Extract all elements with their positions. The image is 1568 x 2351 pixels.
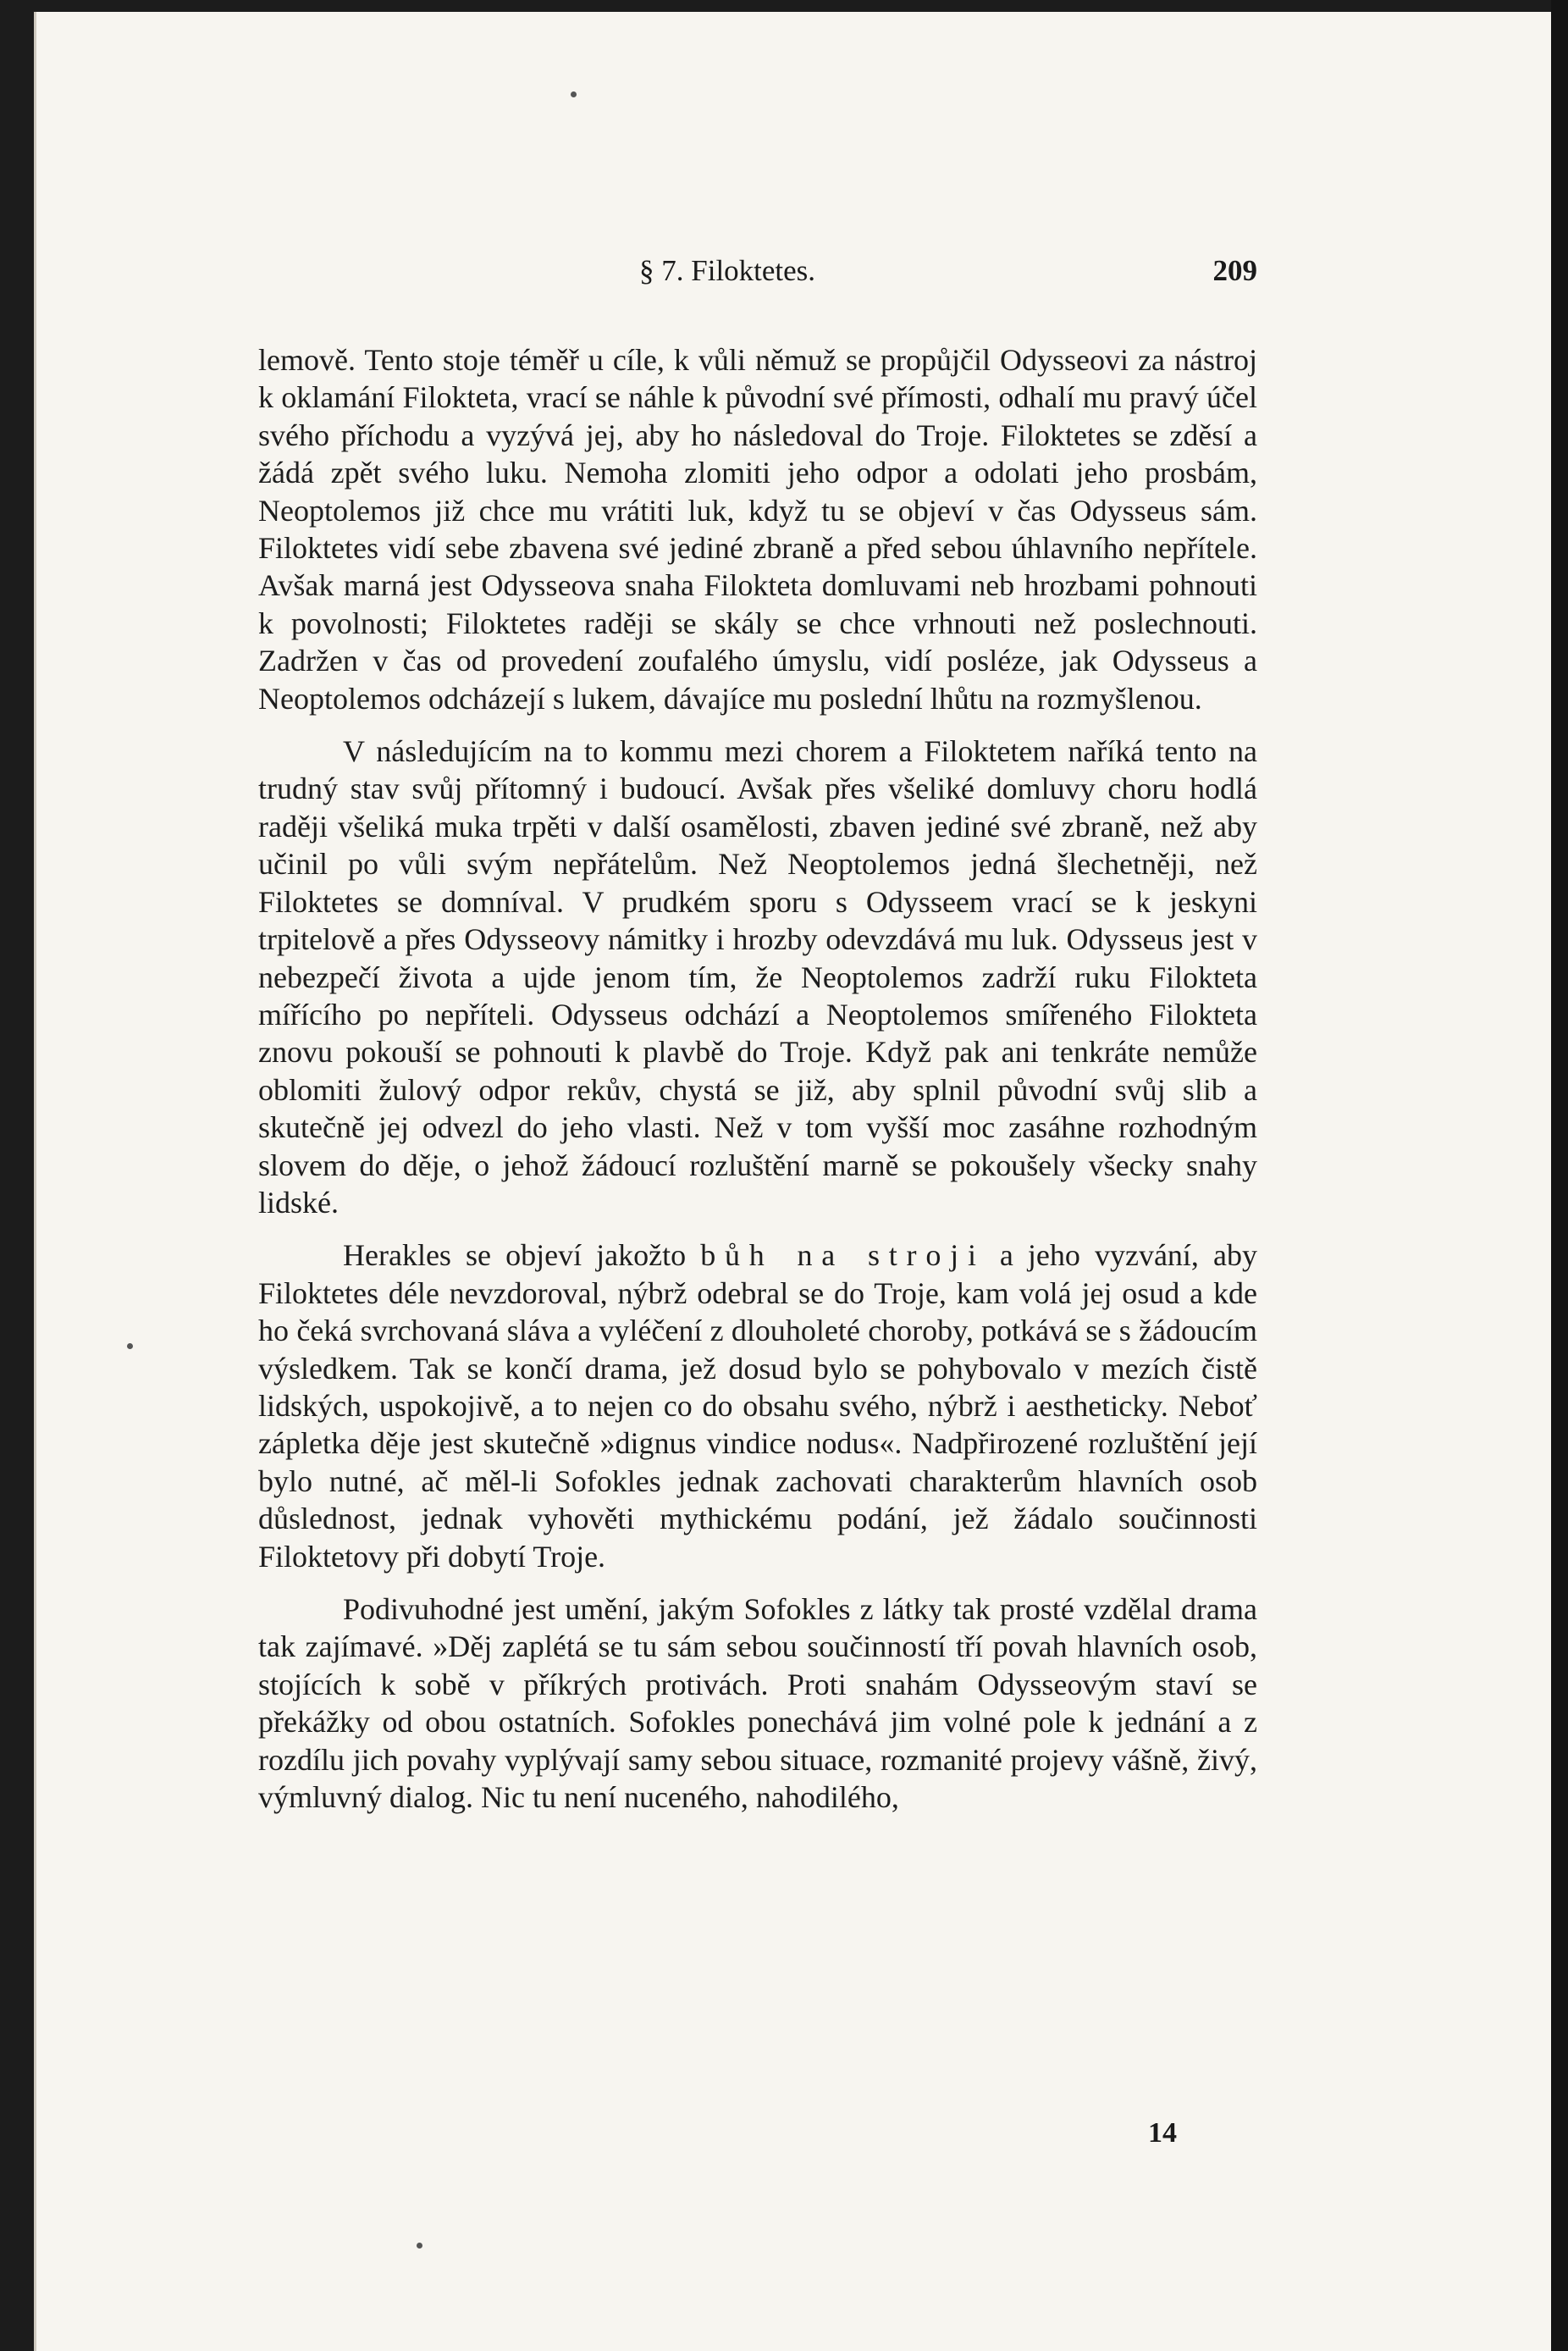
paragraph <box>258 1236 1257 1575</box>
paragraph: Podivuhodné jest umění, jakým Sofokles z látky tak prosté vzdělal drama tak zajímavé. »Děj zaplétá se tu sám sebou součinností tří povah hlavních osob, stojících k sobě v příkrých protivách. Proti snahám Odysseovým staví se překážky od obou ostatních. Sofokles ponechává jim volné pole k jednání a z rozdílu jich povahy vyplývají samy sebou situace, rozmanité projevy vášně, živý, výmluvný dialog. Nic tu není nuceného, nahodilého, <box>258 1592 1257 1815</box>
scan-speck <box>571 91 577 97</box>
paragraph-text: a jeho vyzvání, aby Filoktetes déle nevzdoroval, nýbrž odebral se do Troje, kam volá jej osud a kde ho čeká svrchovaná sláva a vyléčení z dlouholeté choroby, potkává se s žádoucím výsledkem. Tak se končí drama, jež dosud bylo se pohybovalo v mezích čistě lidských, uspokojivě, a to nejen co do obsahu svého, nýbrž i aestheticky. Neboť zápletka děje jest skutečně »dignus vindice nodus«. Nadpřirozené rozluštění její bylo nutné, ač měl-li Sofokles jednak zachovati charakterům hlavních osob důslednost, jednak vyhověti mythickému podání, jež žádalo součinnosti Filoktetovy při dobytí Troje. <box>258 1238 1257 1574</box>
signature-mark: 14 <box>1148 2117 1177 2149</box>
scan-speck <box>417 2243 422 2249</box>
spaced-phrase: bůh na stroji <box>700 1238 986 1273</box>
scan-speck <box>127 1343 133 1349</box>
body-text <box>258 341 1257 1816</box>
paragraph: lemově. Tento stoje téměř u cíle, k vůli němuž se propůjčil Odysseovi za nástroj k oklamání Filokteta, vrací se náhle k původní své přímosti, odhalí mu pravý účel svého příchodu a vyzývá jej, aby ho následoval do Troje. Filoktetes se zděsí a žádá zpět svého luku. Nemoha zlomiti jeho odpor a odolati jeho prosbám, Neoptolemos již chce mu vrátiti luk, když tu se objeví v čas Odysseus sám. Filoktetes vidí sebe zbavena své jediné zbraně a před sebou úhlavního nepřítele. Avšak marná jest Odysseova snaha Filokteta domluvami neb hrozbami pohnouti k povolnosti; Filoktetes raději se skály se chce vrhnouti než poslechnouti. Zadržen v čas od provedení zoufalého úmyslu, vidí posléze, jak Odysseus a Neoptolemos odcházejí s lukem, dávajíce mu poslední lhůtu na rozmyšlenou. <box>258 343 1257 716</box>
chapter-title: § 7. Filoktetes. <box>639 254 816 287</box>
paragraph: V následujícím na to kommu mezi chorem a Filoktetem naříká tento na trudný stav svůj přítomný i budoucí. Avšak přes všeliké domluvy choru hodlá raději všeliká muka trpěti v další osamělosti, zbaven jediné své zbraně, než aby učinil po vůli svým nepřátelům. Než Neoptolemos jedná šlechetněji, než Filoktetes se domníval. V prudkém sporu s Odysseem vrací se k jeskyni trpitelově a přes Odysseovy námitky i hrozby odevzdává mu luk. Odysseus jest v nebezpečí života a ujde jenom tím, že Neoptolemos zadrží ruku Filokteta mířícího po nepříteli. Odysseus odchází a Neoptolemos smířeného Filokteta znovu pokouší se pohnouti k plavbě do Troje. Když pak ani tenkráte nemůže oblomiti žulový odpor rekův, chystá se již, aby splnil původní svůj slib a skutečně jej odvezl do jeho vlasti. Než v tom vyšší moc zasáhne rozhodným slovem do děje, o jehož žádoucí rozluštění marně se pokoušely všecky snahy lidské. <box>258 734 1257 1220</box>
paragraph-text: Herakles se objeví jakožto <box>343 1238 701 1273</box>
page-number: 209 <box>1212 254 1257 287</box>
scan-edge <box>1551 0 1568 2351</box>
